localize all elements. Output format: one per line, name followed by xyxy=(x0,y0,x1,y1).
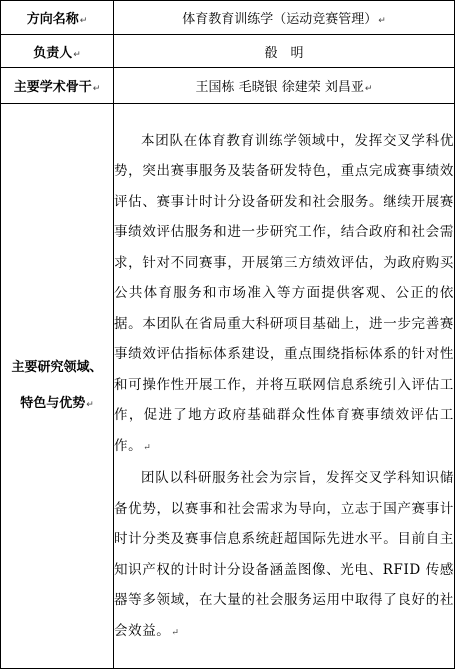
paragraph-mark: ↵ xyxy=(86,399,94,410)
row-research xyxy=(1,104,455,669)
backbone-label-cell xyxy=(1,68,114,104)
direction-value: 体育教育训练学（运动竞赛管理） xyxy=(182,12,378,27)
paragraph-mark: ↵ xyxy=(364,84,373,94)
direction-label: 方向名称 xyxy=(26,12,79,27)
leader-value-cell xyxy=(114,35,455,68)
backbone-label: 主要学术骨干 xyxy=(13,80,92,95)
research-content-cell xyxy=(114,104,455,669)
research-label-line1: 主要研究领域、 xyxy=(11,359,103,375)
backbone-value-cell xyxy=(114,68,455,104)
paragraph-mark: ↵ xyxy=(171,627,180,638)
direction-label-cell xyxy=(1,1,114,35)
research-label-line2: 特色与优势↵ xyxy=(20,395,94,411)
paragraph-mark: ↵ xyxy=(143,442,152,453)
row-leader xyxy=(1,35,455,68)
row-direction xyxy=(1,1,455,35)
paragraph-mark: ↵ xyxy=(79,16,88,26)
leader-value: 殽 明 xyxy=(264,45,304,61)
row-backbone xyxy=(1,68,455,104)
paragraph-mark: ↵ xyxy=(378,16,386,26)
leader-label-cell xyxy=(1,35,114,68)
leader-label: 负责人 xyxy=(33,45,73,61)
direction-value-cell xyxy=(114,1,455,35)
research-paragraph-1: 本团队在体育教育训练学领域中，发挥交叉学科优势，突出赛事服务及装备研发特色，重点完成赛事绩效评估、赛事计时计分设备研发和社会服务。继续开展赛事绩效评估服务和进一步研究工作，结合政府和社会需求，针对不同赛事，开展第三方绩效评估，为政府购买公共体育服务和市场准入等方面提供客观、公正的依据。本团队在省局重大科研项目基础上，进一步完善赛事绩效评估指标体系建设，重点围绕指标体系的针对性和可操作性开展工作，并将互联网信息系统引入评估工作，促进了地方政府基础群众性体育赛事绩效评估工作。↵ xyxy=(114,132,454,454)
paragraph-mark: ↵ xyxy=(92,84,101,94)
research-label-cell xyxy=(1,104,114,669)
research-paragraph-2: 团队以科研服务社会为宗旨，发挥交叉学科知识储备优势，以赛事和社会需求为导向，立志于国产赛事计时计分类及赛事信息系统赶超国际先进水平。目前自主知识产权的计时计分设备涵盖图像、光电、RFID 传感器等多领域，在大量的社会服务运用中取得了良好的社会效益。↵ xyxy=(114,470,454,639)
paragraph-mark: ↵ xyxy=(73,49,81,60)
backbone-value: 王国栋 毛晓银 徐建荣 刘昌亚 xyxy=(195,80,364,95)
